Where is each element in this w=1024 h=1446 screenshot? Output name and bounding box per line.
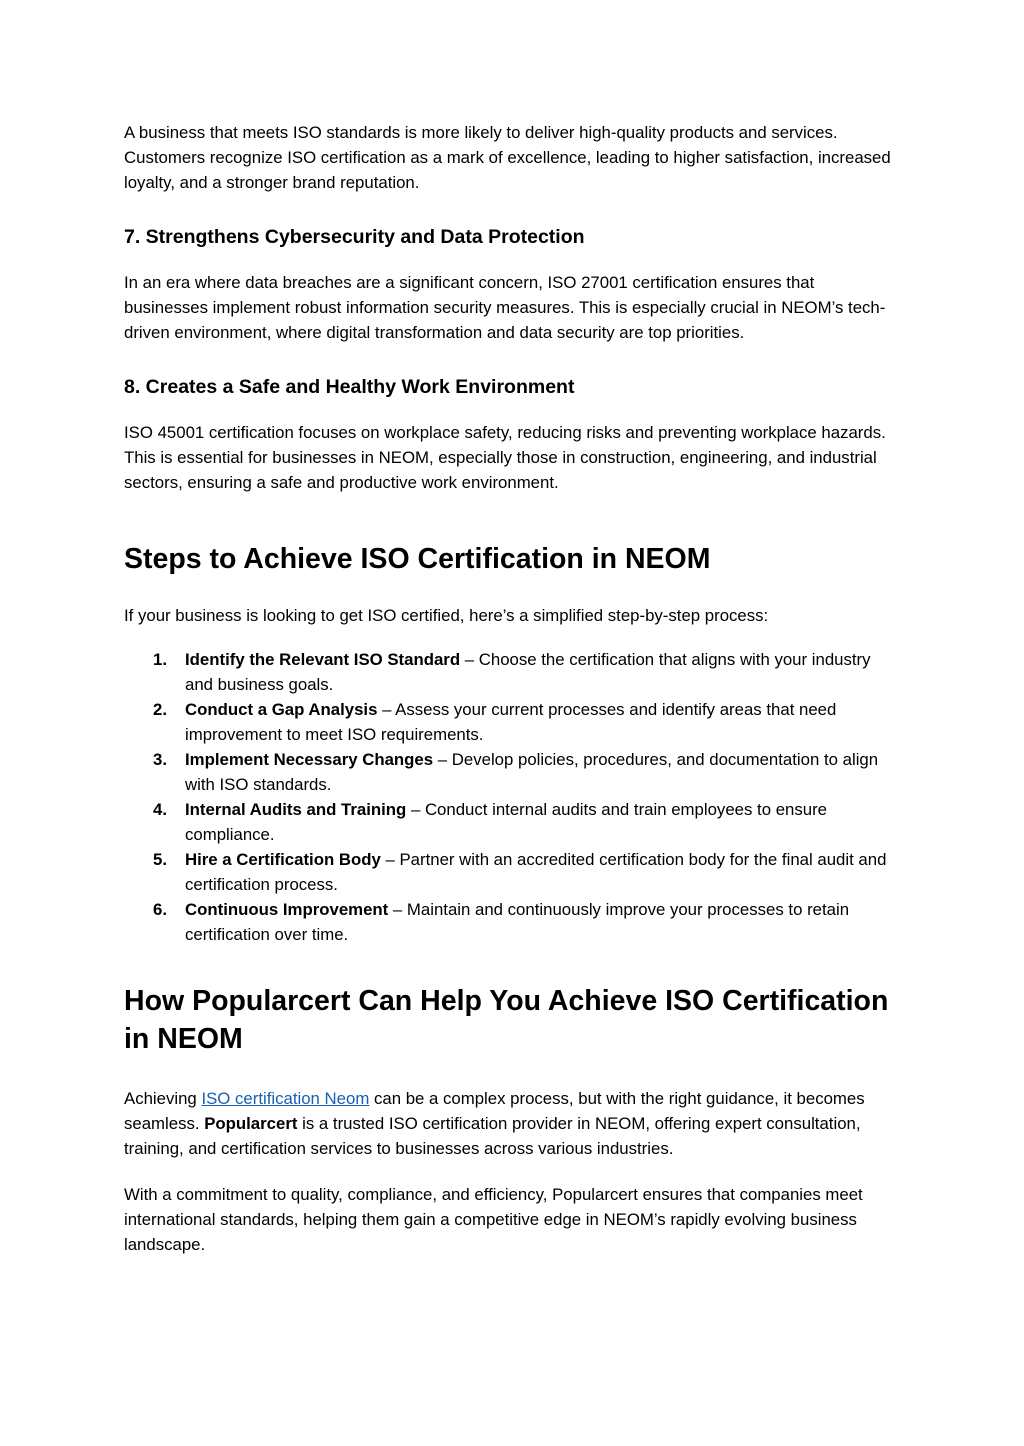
help-paragraph-2: With a commitment to quality, compliance, and efficiency, Popularcert ensures that companies meet international standards, helping them gain a competitive edge in NEOM’s rapidly evolving business landscape. xyxy=(124,1185,863,1254)
step-item xyxy=(124,697,894,747)
step-item xyxy=(124,797,894,847)
help-text-after: is a trusted ISO certification provider in NEOM, offering expert consultation, training, and certification services to businesses across various industries. xyxy=(124,1114,861,1158)
steps-intro: If your business is looking to get ISO certified, here’s a simplified step-by-step process: xyxy=(124,606,769,625)
step-item xyxy=(124,847,894,897)
step-description: – Choose the certification that aligns with your industry and business goals. xyxy=(185,650,871,694)
steps-heading: Steps to Achieve ISO Certification in NEOM xyxy=(124,543,711,575)
step-number: 4. xyxy=(153,800,167,819)
iso-certification-neom-link[interactable]: ISO certification Neom xyxy=(201,1089,370,1108)
intro-paragraph: A business that meets ISO standards is more likely to deliver high-quality products and services. Customers recognize ISO certification as a mark of excellence, leading to higher satisfaction, increased loyalty, and a stronger brand reputation. xyxy=(124,123,891,192)
step-number: 2. xyxy=(153,700,167,719)
step-description: – Develop policies, procedures, and documentation to align with ISO standards. xyxy=(185,750,879,794)
step-item xyxy=(124,747,894,797)
step-number: 1. xyxy=(153,650,167,669)
step-term: Identify the Relevant ISO Standard xyxy=(185,650,461,669)
step-term: Internal Audits and Training xyxy=(185,800,407,819)
step-term: Hire a Certification Body xyxy=(185,850,381,869)
step-number: 5. xyxy=(153,850,167,869)
help-heading: How Popularcert Can Help You Achieve ISO Certification in NEOM xyxy=(124,985,889,1055)
step-description: – Conduct internal audits and train employees to ensure compliance. xyxy=(185,800,828,844)
help-text-before: Achieving xyxy=(124,1089,202,1108)
section-7-paragraph: In an era where data breaches are a significant concern, ISO 27001 certification ensures that businesses implement robust information security measures. This is especially crucial in NEOM’s tech-driven environment, where digital transformation and data security are top priorities. xyxy=(124,273,886,342)
steps-list xyxy=(124,647,894,947)
step-description: – Assess your current processes and identify areas that need improvement to meet ISO requirements. xyxy=(185,700,837,744)
popularcert-bold: Popularcert xyxy=(204,1114,298,1133)
step-term: Implement Necessary Changes xyxy=(185,750,434,769)
section-8-heading: 8. Creates a Safe and Healthy Work Environment xyxy=(124,376,575,398)
help-text-middle: can be a complex process, but with the right guidance, it becomes seamless. xyxy=(124,1089,865,1133)
step-description: – Maintain and continuously improve your processes to retain certification over time. xyxy=(185,900,850,944)
section-8-paragraph: ISO 45001 certification focuses on workplace safety, reducing risks and preventing workplace hazards. This is essential for businesses in NEOM, especially those in construction, engineering, and industrial sectors, ensuring a safe and productive work environment. xyxy=(124,423,886,492)
step-term: Conduct a Gap Analysis xyxy=(185,700,378,719)
step-description: – Partner with an accredited certification body for the final audit and certification process. xyxy=(185,850,887,894)
step-number: 3. xyxy=(153,750,167,769)
step-item xyxy=(124,897,894,947)
section-7-heading: 7. Strengthens Cybersecurity and Data Protection xyxy=(124,226,585,248)
step-number: 6. xyxy=(153,900,167,919)
step-item xyxy=(124,647,894,697)
step-term: Continuous Improvement xyxy=(185,900,389,919)
help-paragraph-1 xyxy=(124,1086,894,1161)
